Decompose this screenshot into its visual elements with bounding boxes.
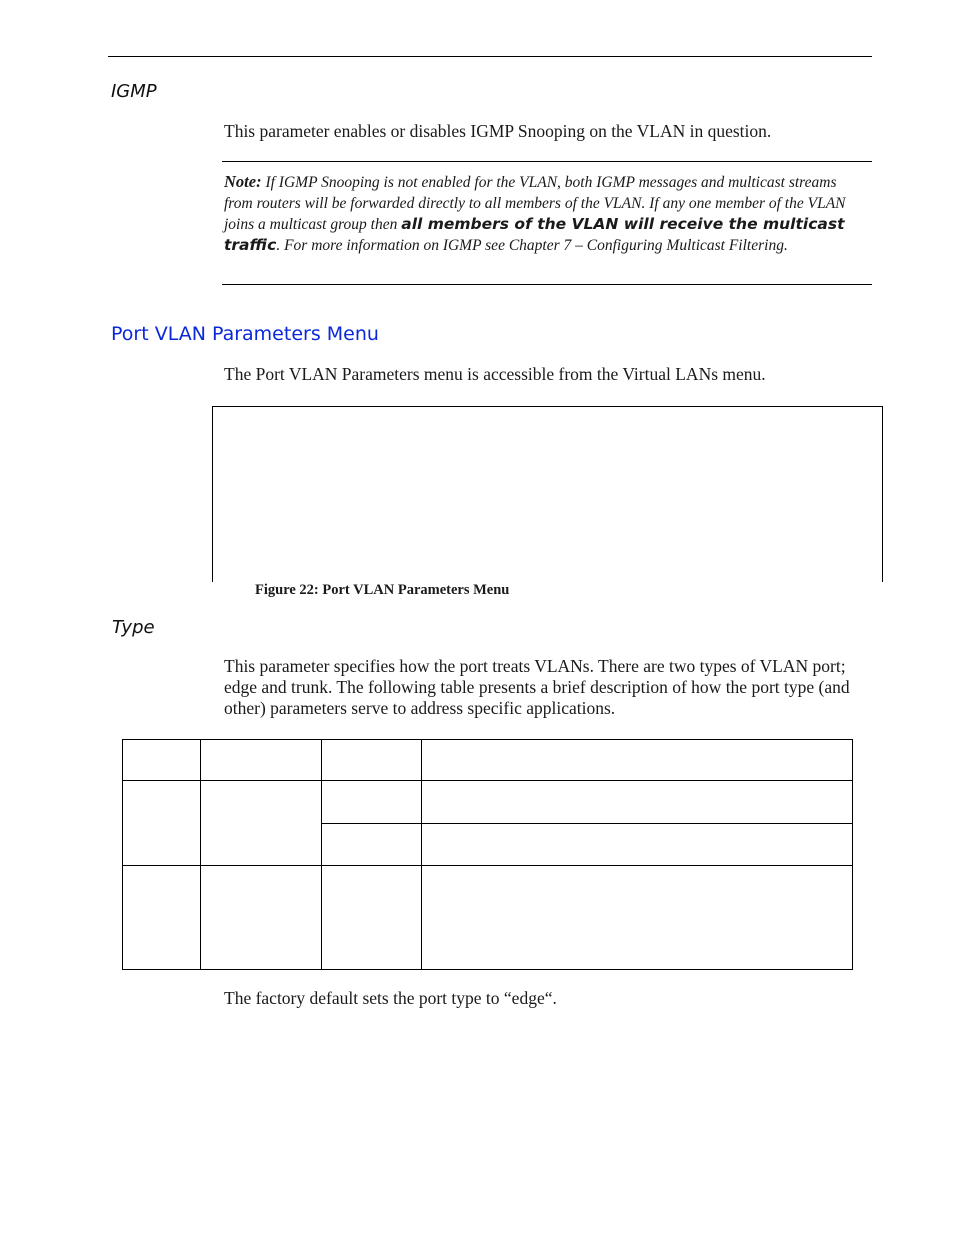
- table-row: [123, 866, 853, 970]
- table-cell: [123, 740, 201, 781]
- type-description: This parameter specifies how the port treats VLANs. There are two types of VLAN port; edge and trunk. The following table presents a brief description of how the port type (and other) parameters serve to address specific applications.: [224, 656, 850, 718]
- table-header-row: [123, 740, 853, 781]
- table-cell: [421, 740, 852, 781]
- figure-22-frame: [212, 406, 883, 582]
- port-type-table: [122, 739, 853, 970]
- table-cell: [123, 781, 201, 866]
- table-cell: [321, 824, 421, 866]
- type-heading: Type: [112, 617, 155, 638]
- note-emphasis: all members of the VLAN will receive the multicast traffic: [224, 215, 845, 254]
- igmp-note: [222, 161, 872, 285]
- table-cell: [200, 866, 321, 970]
- table-cell: [321, 740, 421, 781]
- table-cell: [321, 866, 421, 970]
- note-label: Note:: [224, 172, 262, 191]
- type-default-note: The factory default sets the port type to “edge“.: [224, 988, 557, 1008]
- igmp-description: This parameter enables or disables IGMP Snooping on the VLAN in question.: [224, 121, 772, 141]
- table-cell: [421, 866, 852, 970]
- table-cell: [200, 740, 321, 781]
- note-text: [224, 171, 869, 256]
- figure-caption: Figure 22: Port VLAN Parameters Menu: [255, 582, 510, 598]
- note-body-2: . For more information on IGMP see Chapter 7 – Configuring Multicast Filtering.: [276, 237, 788, 254]
- port-vlan-description: The Port VLAN Parameters menu is accessible from the Virtual LANs menu.: [224, 364, 766, 384]
- igmp-heading: IGMP: [111, 81, 157, 102]
- table-cell: [321, 781, 421, 824]
- note-body-1: If IGMP Snooping is not enabled for the VLAN, both IGMP messages and multicast streams from routers will be forwarded directly to all members of the VLAN. If any one member of the VLAN joins a multicast group then: [224, 174, 846, 233]
- header-rule: [108, 56, 872, 57]
- table-cell: [200, 781, 321, 866]
- table-cell: [421, 824, 852, 866]
- table-row: [123, 781, 853, 824]
- table-cell: [123, 866, 201, 970]
- port-vlan-heading: Port VLAN Parameters Menu: [111, 323, 379, 345]
- table-cell: [421, 781, 852, 824]
